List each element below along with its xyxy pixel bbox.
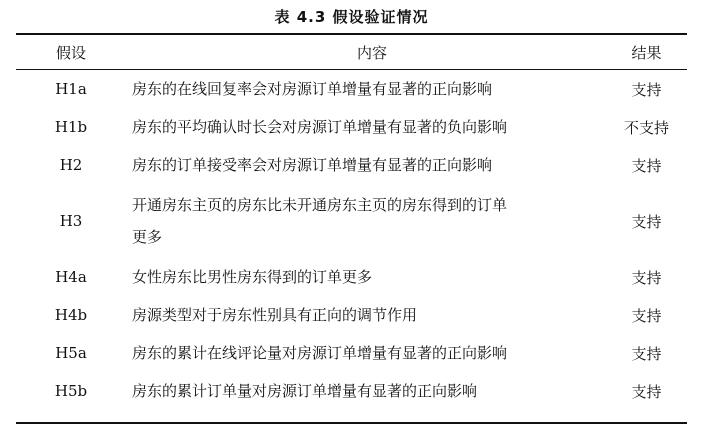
content-line: 房东的累计订单量对房源订单增量有显著的正向影响 bbox=[132, 382, 478, 400]
content-line: 房东的累计在线评论量对房源订单增量有显著的正向影响 bbox=[132, 344, 508, 362]
hypothesis-id: H3 bbox=[59, 212, 83, 230]
table-row bbox=[16, 258, 687, 296]
table-row bbox=[16, 296, 687, 334]
hypothesis-content bbox=[132, 334, 612, 372]
table-body bbox=[16, 70, 687, 422]
header-content: 内容 bbox=[356, 43, 387, 62]
content-line: 开通房东主页的房东比未开通房东主页的房东得到的订单 bbox=[132, 196, 508, 214]
content-line: 房东的平均确认时长会对房源订单增量有显著的负向影响 bbox=[132, 118, 508, 136]
header-result: 结果 bbox=[631, 43, 662, 62]
verification-result: 支持 bbox=[631, 268, 662, 287]
hypothesis-content bbox=[132, 296, 612, 334]
table-row bbox=[16, 70, 687, 108]
hypothesis-content bbox=[132, 70, 612, 108]
table-row bbox=[16, 184, 687, 258]
verification-result: 支持 bbox=[631, 344, 662, 363]
content-line: 更多 bbox=[132, 228, 163, 246]
hypothesis-id: H1b bbox=[54, 118, 88, 136]
hypothesis-content bbox=[132, 184, 612, 258]
hypothesis-content bbox=[132, 146, 612, 184]
hypothesis-content bbox=[132, 258, 612, 296]
hypothesis-content bbox=[132, 108, 612, 146]
hypothesis-content bbox=[132, 372, 612, 410]
verification-result: 支持 bbox=[631, 80, 662, 99]
hypothesis-id: H4a bbox=[55, 268, 87, 286]
content-line: 女性房东比男性房东得到的订单更多 bbox=[132, 268, 373, 286]
header-hypothesis: 假设 bbox=[55, 43, 86, 62]
table-row bbox=[16, 372, 687, 410]
verification-result: 支持 bbox=[631, 306, 662, 325]
verification-result: 不支持 bbox=[623, 118, 669, 137]
content-line: 房东的订单接受率会对房源订单增量有显著的正向影响 bbox=[132, 156, 493, 174]
hypothesis-id: H4b bbox=[54, 306, 88, 324]
hypothesis-id: H1a bbox=[55, 80, 87, 98]
bottom-rule bbox=[16, 422, 687, 424]
content-line: 房东的在线回复率会对房源订单增量有显著的正向影响 bbox=[132, 80, 493, 98]
verification-result: 支持 bbox=[631, 156, 662, 175]
hypothesis-id: H2 bbox=[59, 156, 83, 174]
content-line: 房源类型对于房东性别具有正向的调节作用 bbox=[132, 306, 418, 324]
table-caption: 表 4.3 假设验证情况 bbox=[274, 8, 429, 26]
table-row bbox=[16, 108, 687, 146]
hypothesis-id: H5b bbox=[54, 382, 88, 400]
table-row bbox=[16, 334, 687, 372]
table-row bbox=[16, 146, 687, 184]
verification-result: 支持 bbox=[631, 212, 662, 231]
verification-result: 支持 bbox=[631, 382, 662, 401]
table-header-row bbox=[16, 35, 687, 69]
hypothesis-id: H5a bbox=[55, 344, 87, 362]
